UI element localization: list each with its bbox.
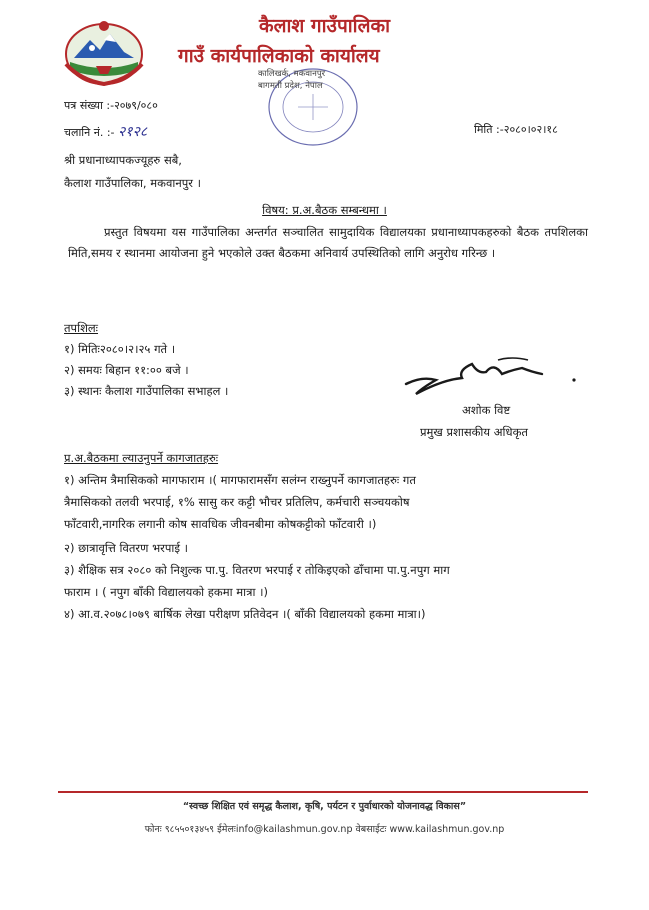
office-name: गाउँ कार्यपालिकाको कार्यालय: [178, 45, 380, 67]
document-line: त्रैमासिकको तलवी भरपाई, १% सासु कर कट्टी भौचर प्रतिलिप, कर्मचारी सञ्चयकोष: [64, 495, 410, 509]
footer-divider: [58, 791, 588, 793]
letter-date: मिति :-२०८०।०२।१८: [474, 123, 558, 136]
dispatch-value: २१२८: [118, 124, 148, 140]
document-line: १) अन्तिम त्रैमासिकको मागफाराम ।( मागफारामसँग सलंग्न राख्नुपर्ने कागजातहरुः गत: [64, 473, 416, 487]
address-line-1: कालिखर्क, मकवानपुर: [258, 69, 326, 79]
signatory-name: अशोक विष्ट: [462, 403, 511, 417]
document-line: फाँटवारी,नागरिक लगानी कोष सावधिक जीवनबीमा कोषकट्टीको फाँटवारी ।): [64, 517, 377, 531]
document-line: ३) शैक्षिक सत्र २०८० को निशुल्क पा.पु. वितरण भरपाई र तोकिइएको ढाँचामा पा.पु.नपुग माग: [64, 563, 450, 577]
schedule-heading: तपशिलः: [64, 321, 99, 335]
recipient-line-1: श्री प्रधानाध्यापकज्यूहरु सबै,: [64, 153, 182, 167]
document-line: ४) आ.व.२०७८।०७९ बार्षिक लेखा परीक्षण प्रतिवेदन ।( बाँकी विद्यालयको हकमा मात्रा।): [64, 607, 426, 621]
document-line: २) छात्रावृत्ति वितरण भरपाई ।: [64, 541, 189, 555]
address-line-2: बागमती प्रदेश, नेपाल: [258, 81, 323, 91]
body-paragraph: प्रस्तुत विषयमा यस गाउँपालिका अन्तर्गत सञ्चालित सामुदायिक विद्यालयका प्रधानाध्यापकहरुको बैठक तपशिलका मिति,समय र स्थानमा आयोजना हुने भएकोले उक्त बैठकमा अनिवार्य उपस्थितिको लागि अनुरोध गरिन्छ ।: [68, 225, 588, 260]
subject-line: विषय: प्र.अ.बैठक सम्बन्धमा ।: [262, 203, 387, 217]
document-line: फाराम । ( नपुग बाँकी विद्यालयको हकमा मात्रा ।): [64, 585, 268, 599]
org-name: कैलाश गाउँपालिका: [259, 15, 390, 37]
documents-heading: प्र.अ.बैठकमा ल्याउनुपर्ने कागजातहरुः: [64, 451, 219, 465]
schedule-item: २) समयः बिहान ११:०० बजे ।: [64, 363, 189, 377]
dispatch-number: [64, 122, 147, 141]
signatory-title: प्रमुख प्रशासकीय अधिकृत: [420, 425, 528, 439]
signature: [402, 350, 582, 400]
letter-number: पत्र संख्या :-२०७९/०८०: [64, 99, 158, 112]
footer-contact: फोनः ९८५५०१३४५९ ईमेलःinfo@kailashmun.gov.np वेबसाईटः www.kailashmun.gov.np: [144, 824, 505, 835]
footer-slogan: “स्वच्छ शिक्षित एवं समृद्ध कैलाश, कृषि, पर्यटन र पुर्वाधारको योजनावद्ध विकास”: [182, 801, 467, 812]
schedule-item: ३) स्थानः कैलाश गाउँपालिका सभाहल ।: [64, 384, 229, 398]
recipient-line-2: कैलाश गाउँपालिका, मकवानपुर ।: [64, 176, 201, 190]
office-address: [258, 68, 378, 92]
schedule-item: १) मितिः२०८०।२।२५ गते ।: [64, 342, 176, 356]
dispatch-label: चलानि नं. :-: [64, 126, 115, 139]
